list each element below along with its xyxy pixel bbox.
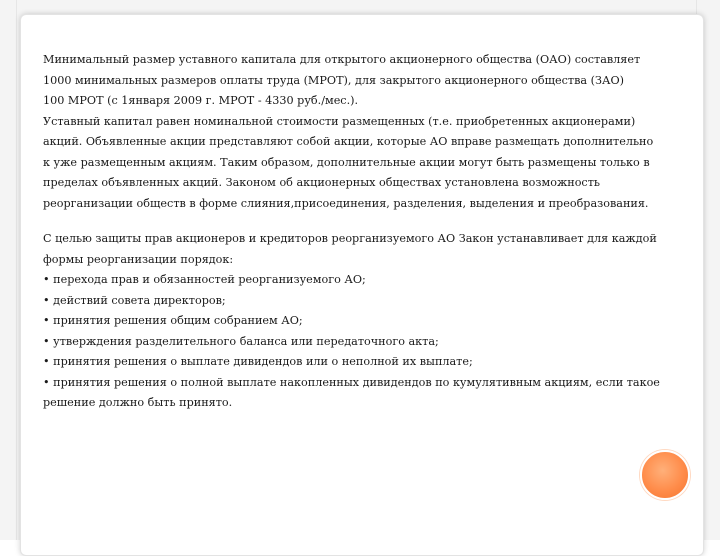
text-line: реорганизации обществ в форме слияния,присоединения, разделения, выделения и преобразования. xyxy=(43,196,649,210)
list-item: • утверждения разделительного баланса или передаточного акта; xyxy=(43,334,439,348)
decorative-orange-circle xyxy=(640,450,690,500)
list-item: • действий совета директоров; xyxy=(43,293,226,307)
text-line: пределах объявленных акций. Законом об акционерных обществах установлена возможность xyxy=(43,176,600,189)
text-line: 1000 минимальных размеров оплаты труда (МРОТ), для закрытого акционерного общества (ЗАО) xyxy=(43,73,624,87)
text-line: решение должно быть принято. xyxy=(43,396,233,409)
list-item: • перехода прав и обязанностей реорганизуемого АО; xyxy=(43,273,366,286)
list-item: • принятия решения общим собранием АО; xyxy=(43,314,303,327)
text-line: формы реорганизации порядок: xyxy=(43,252,234,266)
paragraph-reorganization xyxy=(43,229,663,414)
text-line: акций. Объявленные акции представляют собой акции, которые АО вправе размещать дополнительно xyxy=(43,135,654,148)
text-line: 100 МРОТ (с 1января 2009 г. МРОТ - 4330 руб./мес.). xyxy=(43,94,359,107)
paragraph-spacer xyxy=(43,214,663,229)
text-line: Минимальный размер уставного капитала для открытого акционерного общества (ОАО) составляет xyxy=(43,53,641,66)
text-line: к уже размещенным акциям. Таким образом, дополнительные акции могут быть размещены только в xyxy=(43,155,650,169)
text-line: С целью защиты прав акционеров и кредиторов реорганизуемого АО Закон устанавливает для каждой xyxy=(43,232,657,245)
text-line: Уставный капитал равен номинальной стоимости размещенных (т.е. приобретенных акционерами) xyxy=(43,114,636,128)
left-border-line xyxy=(16,0,17,540)
list-item: • принятия решения о полной выплате накопленных дивидендов по кумулятивным акциям, если такое xyxy=(43,375,660,389)
list-item: • принятия решения о выплате дивидендов или о неполной их выплате; xyxy=(43,355,473,368)
paragraph-capital xyxy=(43,50,663,214)
slide-text xyxy=(43,50,663,414)
